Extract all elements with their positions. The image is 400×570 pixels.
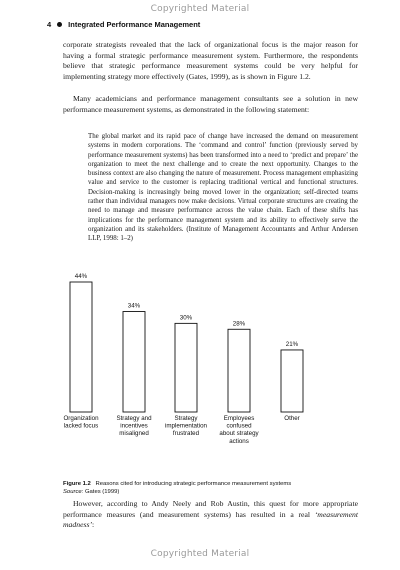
category-label-line: implementation [165, 422, 207, 430]
bar-value-label: 28% [232, 320, 246, 328]
bar-chart [0, 270, 400, 470]
page-number: 4 [47, 20, 52, 29]
paragraph-3 [63, 499, 358, 531]
category-label-line: Employees [223, 415, 255, 422]
figure-caption [63, 480, 363, 496]
category-label [63, 415, 99, 430]
caption-text: Reasons cited for introducing strategic performance measurement systems [95, 481, 292, 487]
bar [228, 329, 250, 412]
category-label-line: incentives [120, 422, 148, 430]
paragraph-1: corporate strategists revealed that the lack of organizational focus is the major reason for having a formal strategic performance measurement system. Furthermore, the respondents believe that strategic performance measurement systems could be very helpful for implementing strategy more effectively (Gates, 1999), as is shown in Figure 1.2. [63, 40, 358, 81]
paragraph-3-emphasis: ‘measurement madness’ [63, 509, 358, 530]
running-head [47, 20, 200, 29]
category-label-line: Strategy and [116, 415, 152, 422]
category-label-line: Strategy [174, 415, 198, 422]
bar-value-label: 30% [179, 314, 193, 322]
category-label-line: Organization [63, 415, 99, 422]
bar [175, 323, 197, 412]
category-label [116, 415, 152, 437]
category-label [219, 415, 259, 445]
category-label-line: misaligned [119, 430, 149, 438]
category-label-line: Other [284, 415, 300, 422]
block-quote: The global market and its rapid pace of change have increased the demand on measurement systems in modern corporations. The ‘command and control’ function (previously served by performance measurement systems) has been transformed into a need to ‘predict and prepare’ the organization to meet the next challenge and to create the next opportunity. Changes to the business context are also changing the nature of measurement. Process management emphasizing value and service to the customer is replacing traditional vertical and functional structures. Decision-making is increasingly being moved lower in the organization; self-directed teams rather than individual managers now make decisions. Virtual corporate structures are creating the need to manage and measure performance across the value chain. Each of these shifts has implications for the performance management system and its ability to effectively serve the organization and its stakeholders. (Institute of Management Accountants and Arthur Andersen LLP, 1998: 1–2) [88, 133, 358, 243]
category-label-line: actions [229, 437, 249, 445]
category-label [165, 415, 208, 437]
category-label-line: lacked focus [63, 422, 99, 430]
bar [70, 282, 92, 412]
copyright-watermark-bottom: Copyrighted Material [150, 549, 250, 559]
paragraph-3-end: : [92, 520, 95, 530]
bar [123, 312, 145, 412]
category-label-line: confused [226, 422, 252, 430]
bar-value-label: 34% [127, 302, 141, 310]
figure-number: Figure 1.2 [63, 481, 91, 487]
running-head-title: Integrated Performance Management [68, 20, 201, 29]
source-label: Source: [63, 489, 84, 495]
copyright-watermark-top: Copyrighted Material [150, 4, 250, 14]
category-label [284, 415, 299, 422]
bar-value-label: 21% [285, 340, 299, 348]
paragraph-2: Many academicians and performance management consultants see a solution in new performance measurement systems, as demonstrated in the following statement: [63, 94, 358, 114]
paragraph-3-start: However, according to Andy Neely and Rob Austin, this quest for more appropriate performance measures (and measurement systems) has resulted in a real [63, 499, 358, 519]
source-text: Gates (1999) [84, 489, 120, 495]
category-label-line: frustrated [172, 430, 200, 438]
bar-value-label: 44% [74, 273, 88, 280]
bar [281, 350, 303, 412]
bullet-icon [57, 22, 62, 27]
category-label-line: about strategy [219, 430, 259, 438]
